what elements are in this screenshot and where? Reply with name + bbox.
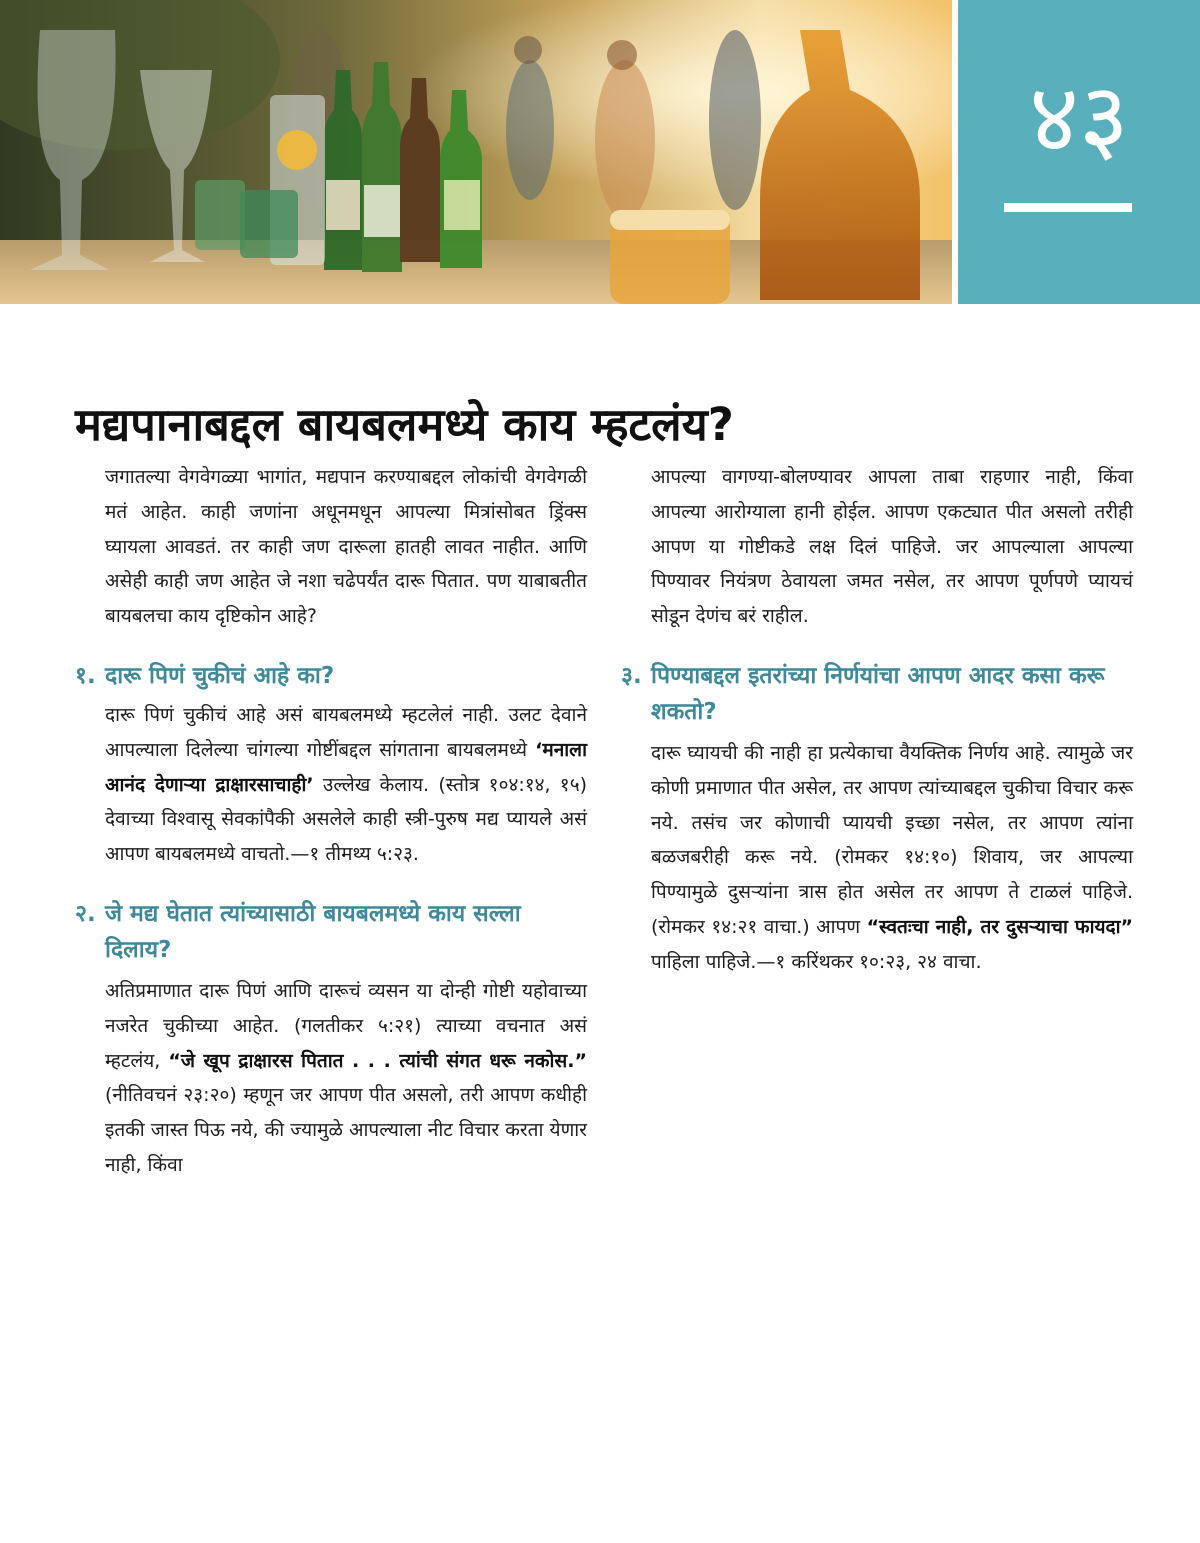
section-3-paragraph	[621, 736, 1133, 980]
section-3-bold-quote: “स्वतःचा नाही, तर दुसऱ्याचा फायदा”	[866, 915, 1134, 938]
right-column	[621, 460, 1133, 980]
section-2-number: २.	[75, 900, 96, 927]
section-1-text-a: दारू पिणं चुकीचं आहे असं बायबलमध्ये म्हटलेलं नाही. उलट देवाने आपल्याला दिलेल्या चांगल्या गोष्टींबद्दल सांगताना बायबलमध्ये	[105, 703, 587, 761]
section-2-title: जे मद्य घेतात त्यांच्यासाठी बायबलमध्ये काय सल्ला दिलाय?	[105, 900, 521, 963]
page-title: मद्यपानाबद्दल बायबलमध्ये काय म्हटलंय?	[75, 398, 734, 452]
chapter-badge	[958, 0, 1200, 304]
hero-photo	[0, 0, 952, 304]
section-2-heading	[75, 896, 587, 968]
section-1-bold-quote: ‘मनाला आनंद देणाऱ्या द्राक्षारसाचाही’	[105, 738, 587, 796]
section-3-title: पिण्याबद्दल इतरांच्या निर्णयांचा आपण आदर कसा करू शकतो?	[651, 662, 1105, 725]
intro-paragraph: जगातल्या वेगवेगळ्या भागांत, मद्यपान करण्याबद्दल लोकांची वेगवेगळी मतं आहेत. काही जणांना अधूनमधून आपल्या मित्रांसोबत ड्रिंक्स घ्यायला आवडतं. तर काही जण दारूला हातही लावत नाहीत. आणि असेही काही जण आहेत जे नशा चढेपर्यंत दारू पितात. पण याबाबतीत बायबलचा काय दृष्टिकोन आहे?	[105, 466, 587, 628]
section-1-title: दारू पिणं चुकीचं आहे का?	[105, 662, 335, 689]
section-1-paragraph	[75, 698, 587, 872]
section-2-paragraph	[75, 974, 587, 1183]
section-1-text-b: उल्लेख केलाय. (स्तोत्र १०४:१४, १५) देवाच्या विश्वासू सेवकांपैकी असलेले काही स्त्री-पुरुष मद्य प्यायले असं आपण बायबलमध्ये वाचतो.—१ तीमथ्य ५:२३.	[105, 773, 587, 866]
section-3-number: ३.	[621, 662, 642, 689]
section-3-text-b: पाहिला पाहिजे.—१ करिंथकर १०:२३, २४ वाचा.	[651, 950, 982, 973]
section-2-paragraph-continued: आपल्या वागण्या-बोलण्यावर आपला ताबा राहणार नाही, किंवा आपल्या आरोग्याला हानी होईल. आपण एकट्यात पीत असलो तरीही आपण या गोष्टीकडे लक्ष दिलं पाहिजे. जर आपल्याला आपल्या पिण्यावर नियंत्रण ठेवायला जमत नसेल, तर आपण पूर्णपणे प्यायचं सोडून देणंच बरं राहील.	[651, 466, 1133, 628]
section-2-text-a: अतिप्रमाणात दारू पिणं आणि दारूचं व्यसन या दोन्ही गोष्टी यहोवाच्या नजरेत चुकीच्या आहेत. (गलतीकर ५:२१) त्याच्या वचनात असं म्हटलंय,	[105, 979, 587, 1072]
left-column	[75, 460, 587, 1183]
section-2-bold-quote: “जे खूप द्राक्षारस पितात . . . त्यांची संगत धरू नकोस.”	[168, 1049, 587, 1072]
section-3-heading	[621, 658, 1133, 730]
hero-photo-drinks-illustration	[0, 0, 952, 304]
section-1-heading	[75, 658, 587, 694]
chapter-number-underline	[1004, 203, 1132, 212]
section-3-text-a: दारू घ्यायची की नाही हा प्रत्येकाचा वैयक्तिक निर्णय आहे. त्यामुळे जर कोणी प्रमाणात पीत असेल, तर आपण त्यांच्याबद्दल चुकीचा विचार करू नये. तसंच जर कोणाची प्यायची इच्छा नसेल, तर आपण त्यांना बळजबरीही करू नये. (रोमकर १४:१०) शिवाय, जर आपल्या पिण्यामुळे दुसऱ्यांना त्रास होत असेल तर आपण ते टाळलं पाहिजे. (रोमकर १४:२१ वाचा.) आपण	[651, 741, 1133, 938]
section-1-number: १.	[75, 662, 96, 689]
section-2-text-b: (नीतिवचनं २३:२०) म्हणून जर आपण पीत असलो, तरी आपण कधीही इतकी जास्त पिऊ नये, की ज्यामुळे आपल्याला नीट विचार करता येणार नाही, किंवा	[105, 1084, 587, 1176]
chapter-number: ४३	[1029, 62, 1129, 174]
